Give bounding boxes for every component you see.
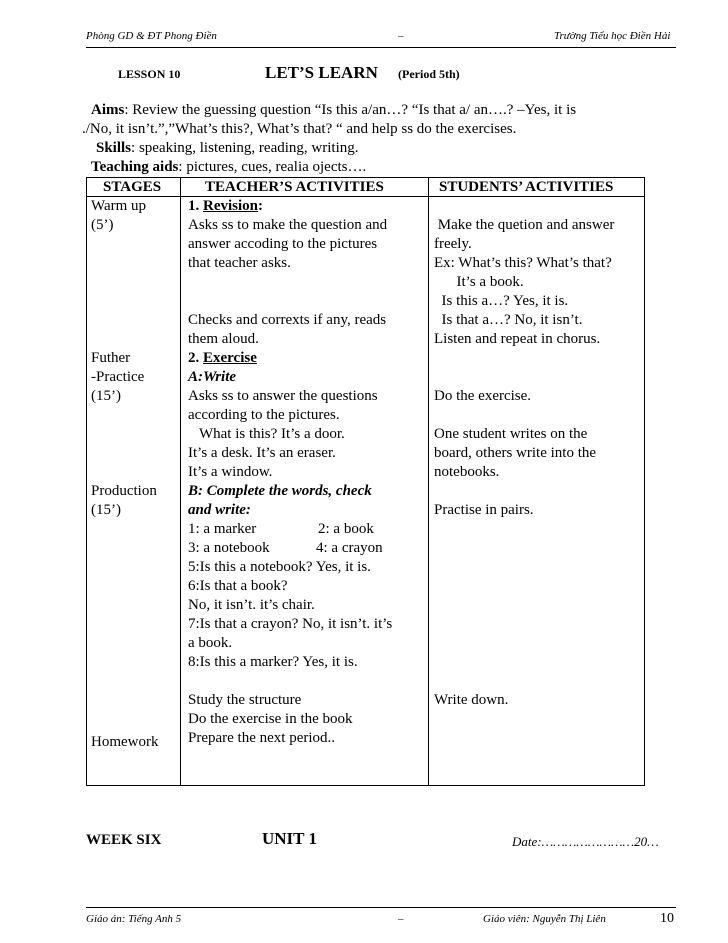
teacher-activities: 1. Revision: Asks ss to make the question and answer accoding to the pictures that teacher asks. Checks and correxts if any, reads them aloud. 2. Exercise A:Write Asks ss to answer the questions according to the pictures. What is this? It’s a door. It’s a desk. It’s an eraser. It’s a window. B: Complete the words, check and write: 1: a marker 2: a book 3: a notebook 4: a crayon 5:Is this a notebook? Yes, it is. 6:Is that a book? No, it isn’t. it’s chair. 7:Is that a crayon? No, it isn’t. it’s a book. 8:Is this a marker? Yes, it is. Study the structure Do the exercise in the book Prepare the next period.. [188,198,393,746]
complete-heading-1: B: Complete the words, check [188,483,372,499]
header-school-office: Phòng GD & ĐT Phong Điền [86,30,217,42]
footer-subject: Giáo án: Tiếng Anh 5 [86,913,182,925]
stage-homework: Homework [91,734,159,750]
skills-label: Skills [96,140,132,156]
header-separator: – [398,30,404,42]
students-activities: Make the quetion and answer freely. Ex: What’s this? What’s that? It’s a book. Is this a…? Yes, it is. Is that a…? No, it isn’t. Listen and repeat in chorus. Do the exercise. One student writes on the board, others write into the notebooks. Practise in pairs. Write down. [434,217,615,708]
lesson-period: (Period 5th) [398,67,460,81]
lesson-number: LESSON 10 [118,67,181,81]
complete-heading-2: and write: [188,502,251,518]
unit-label: UNIT 1 [262,829,317,848]
teaching-aids-line: Teaching aids: pictures, cues, realia ojects…. [91,159,367,175]
aims-line-1: Aims: Review the guessing question “Is this a/an…? “Is that a/ an….? –Yes, it is [91,102,577,118]
teaching-aids-label: Teaching aids [91,159,179,175]
header-teacher-activities: TEACHER’S ACTIVITIES [205,179,384,195]
write-heading: A:Write [188,369,237,385]
week-label: WEEK SIX [86,832,162,848]
header-students-activities: STUDENTS’ ACTIVITIES [439,179,614,195]
lesson-title: LET’S LEARN [265,63,378,82]
stage-further: Futher [91,350,131,366]
stage-practice: -Practice [91,369,145,385]
header-school-name: Trường Tiểu học Điền Hải [554,30,671,42]
footer-teacher: Giáo viên: Nguyễn Thị Liên [483,913,606,925]
skills-line: Skills: speaking, listening, reading, writing. [96,140,359,156]
exercise-heading: 2. Exercise [188,350,257,366]
date-field: Date:……………………20… [512,834,659,849]
stage-production: Production [91,483,157,499]
header-stages: STAGES [103,179,162,195]
header-rule [86,47,676,48]
stage-warm-up-time: (5’) [91,217,114,233]
revision-heading: 1. Revision: [188,198,264,214]
aims-label: Aims [91,102,125,118]
footer-rule [86,907,676,908]
page-number: 10 [660,911,674,926]
aims-line-2: ./No, it isn’t.”,”What’s this?, What’s that? “ and help ss do the exercises. [82,121,517,137]
stage-practice-time: (15’) [91,388,121,404]
stage-warm-up: Warm up [91,198,147,214]
footer-separator: – [398,913,404,925]
stage-production-time: (15’) [91,502,121,518]
